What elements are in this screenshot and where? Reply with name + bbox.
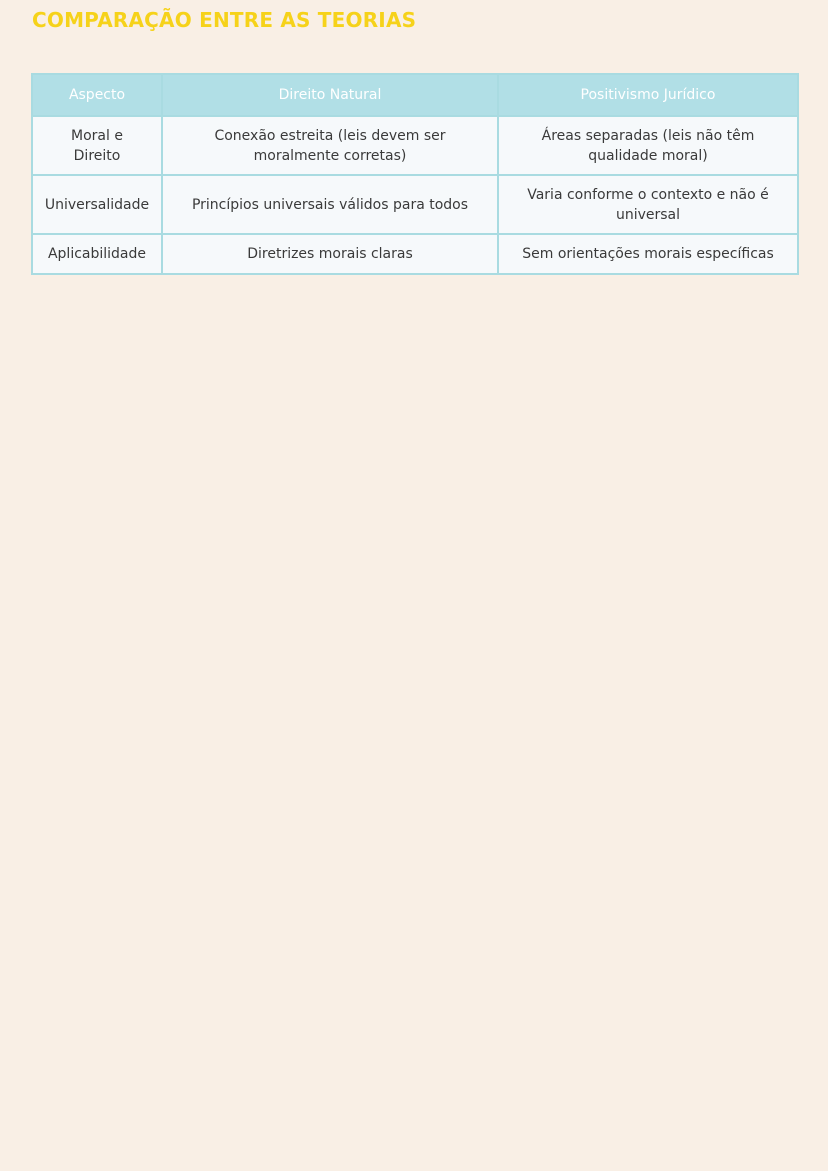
table-header-row (32, 74, 798, 116)
header-direito-natural: Direito Natural (162, 74, 498, 116)
table-row (32, 175, 798, 234)
table-cell: Conexão estreita (leis devem ser moralmente corretas) (162, 116, 498, 175)
table-cell-aspect: Aplicabilidade (32, 234, 162, 274)
table-cell: Sem orientações morais específicas (498, 234, 798, 274)
table-cell: Áreas separadas (leis não têm qualidade moral) (498, 116, 798, 175)
table-row (32, 116, 798, 175)
header-aspecto: Aspecto (32, 74, 162, 116)
header-positivismo-juridico: Positivismo Jurídico (498, 74, 798, 116)
page-title: COMPARAÇÃO ENTRE AS TEORIAS (32, 8, 417, 32)
table-row (32, 234, 798, 274)
table-cell: Varia conforme o contexto e não é universal (498, 175, 798, 234)
table-cell: Princípios universais válidos para todos (162, 175, 498, 234)
comparison-table (31, 73, 799, 275)
table-cell: Diretrizes morais claras (162, 234, 498, 274)
table-cell-aspect: Moral e Direito (32, 116, 162, 175)
table-cell-aspect: Universalidade (32, 175, 162, 234)
